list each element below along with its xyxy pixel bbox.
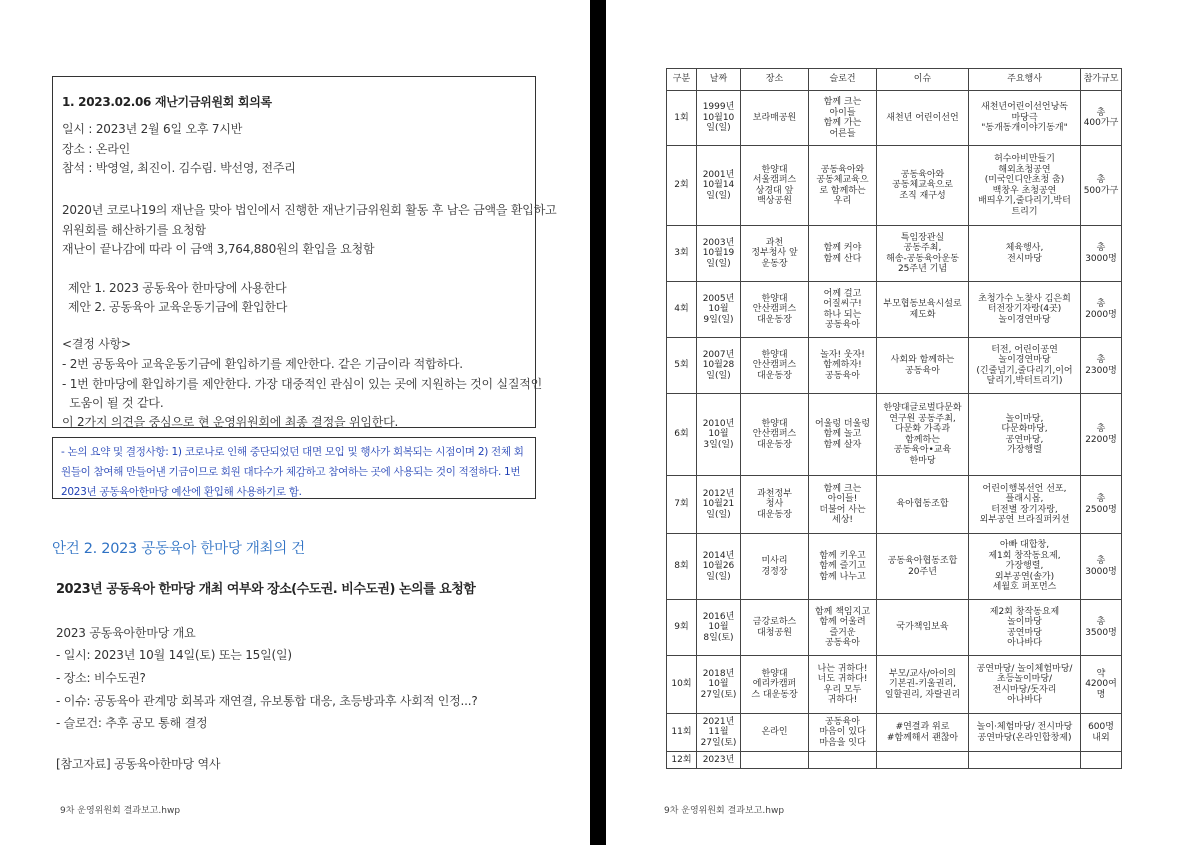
column-header: 구분	[667, 69, 697, 91]
issue-cell	[877, 752, 969, 769]
round-cell: 6회	[667, 394, 697, 476]
body-line: 재난이 끝나감에 따라 이 금액 3,764,880원의 환입을 요청함	[62, 242, 375, 256]
events-cell: 초청가수 노찾사 김은희 터전장기자랑(4곳) 놀이경연마당	[969, 282, 1081, 338]
issue-cell: 부모/교사/아이의 기본권-키울권리, 일할권리, 자랄권리	[877, 656, 969, 714]
round-cell: 4회	[667, 282, 697, 338]
venue-cell: 금강로하스 대청공원	[741, 600, 809, 656]
round-cell: 12회	[667, 752, 697, 769]
scale-cell: 총 3500명	[1081, 600, 1122, 656]
table-header-row	[667, 69, 1122, 91]
proposal-2: 제안 2. 공동육아 교육운동기금에 환입한다	[68, 300, 288, 314]
venue-cell: 한양대 에리카캠퍼 스 대운동장	[741, 656, 809, 714]
scale-cell: 총 400가구	[1081, 91, 1122, 146]
events-cell: 체육행사, 전시마당	[969, 226, 1081, 282]
table-row	[667, 600, 1122, 656]
date-cell: 2012년 10월21 일(일)	[697, 476, 741, 534]
summary-box: - 논의 요약 및 결정사항: 1) 코로나로 인해 중단되었던 대면 모입 및 행사가 회복되는 시점이며 2) 전체 회원들이 참여해 만들어낸 기금이므로 회원 대다수가 체감하고 참여하는 곳에 사용되는 것이 적절하다. 1번 2023년 공동육아한마당 예산에 환입해 사용하기로 함.	[52, 437, 536, 499]
table-row	[667, 91, 1122, 146]
table-row	[667, 146, 1122, 226]
venue-cell: 미사리 경정장	[741, 534, 809, 600]
date-cell: 2023년	[697, 752, 741, 769]
meeting-place: 장소 : 온라인	[62, 142, 131, 156]
slogan-cell: 어께 걸고 어질씨구! 하나 되는 공동육아	[809, 282, 877, 338]
table-row	[667, 226, 1122, 282]
decision-line: 이 2가지 의견을 중심으로 현 운영위원회에 최종 결정을 위임한다.	[62, 415, 399, 429]
scale-cell: 총 2500명	[1081, 476, 1122, 534]
events-cell: 터전, 어린이공연 놀이경연마당 (긴줄넘기,줄다리기,이어 달리기,박터트리기)	[969, 338, 1081, 394]
page-footer: 9차 운영위원회 결과보고.hwp	[60, 806, 181, 816]
scale-cell: 약 4200여명	[1081, 656, 1122, 714]
minutes-title: 1. 2023.02.06 재난기금위원회 회의록	[62, 95, 272, 109]
slogan-cell: 공동육아 마음이 있다 마음을 잇다	[809, 714, 877, 752]
issue-cell: 육아협동조합	[877, 476, 969, 534]
scale-cell: 총 3000명	[1081, 534, 1122, 600]
meeting-attendees: 참석 : 박영얼, 최진이. 김수림. 박선영, 전주리	[62, 161, 296, 175]
date-cell: 2003년 10월19 일(일)	[697, 226, 741, 282]
issue-cell: 공동육아와 공동체교육으로 조직 재구성	[877, 146, 969, 226]
events-cell: 허수아비만들기 해외초청공연 (미국인디안초청 춤) 백창우 초청공연 배띄우기,줄다리기,박터 트리기	[969, 146, 1081, 226]
page-footer: 9차 운영위원회 결과보고.hwp	[664, 806, 785, 816]
slogan-cell: 놀자! 웃자! 함께하자! 공동육아	[809, 338, 877, 394]
events-cell	[969, 752, 1081, 769]
body-line: 위원회를 해산하기를 요청함	[62, 223, 206, 237]
scale-cell: 총 3000명	[1081, 226, 1122, 282]
round-cell: 11회	[667, 714, 697, 752]
issue-cell: #연결과 위로 #함께해서 괜찮아	[877, 714, 969, 752]
venue-cell: 과천정부 청사 대운동장	[741, 476, 809, 534]
venue-cell: 한양대 안산캠퍼스 대운동장	[741, 394, 809, 476]
slogan-cell: 함께 크는 아이들! 더불어 사는 세상!	[809, 476, 877, 534]
agenda-title: 안건 2. 2023 공동육아 한마당 개최의 건	[52, 541, 305, 557]
overview-item: - 일시: 2023년 10월 14일(토) 또는 15일(일)	[56, 648, 292, 662]
slogan-cell: 나는 귀하다! 너도 귀하다! 우리 모두 귀하다!	[809, 656, 877, 714]
date-cell: 2018년 10월 27일(토)	[697, 656, 741, 714]
slogan-cell	[809, 752, 877, 769]
table-row	[667, 282, 1122, 338]
date-cell: 1999년 10월10 일(일)	[697, 91, 741, 146]
venue-cell: 한양대 안산캠퍼스 대운동장	[741, 282, 809, 338]
body-line: 2020년 코로나19의 재난을 맞아 법인에서 진행한 재난기금위원회 활동 후 남은 금액을 환입하고	[62, 203, 557, 217]
column-header: 주요행사	[969, 69, 1081, 91]
decision-line: - 1번 한마당에 환입하기를 제안한다. 가장 대중적인 관심이 있는 곳에 지원하는 것이 실질적인	[62, 377, 543, 391]
scale-cell: 600명 내외	[1081, 714, 1122, 752]
scale-cell: 총 2200명	[1081, 394, 1122, 476]
reference-label: [참고자료] 공동육아한마당 역사	[56, 757, 221, 771]
table-row	[667, 338, 1122, 394]
issue-cell: 한양대글로벌다문화 연구원 공동주최, 다문화 가족과 함께하는 공동육아•교육 한마당	[877, 394, 969, 476]
decision-line: 도움이 될 것 같다.	[62, 396, 164, 410]
slogan-cell: 공동육아와 공동체교육으 로 함께하는 우리	[809, 146, 877, 226]
round-cell: 1회	[667, 91, 697, 146]
date-cell: 2007년 10월28 일(일)	[697, 338, 741, 394]
table-row	[667, 476, 1122, 534]
overview-item: - 이슈: 공동육아 관계망 회복과 재연결, 유보통합 대응, 초등방과후 사회적 인정...?	[56, 694, 478, 708]
overview-title: 2023 공동육아한마당 개요	[56, 626, 196, 640]
round-cell: 9회	[667, 600, 697, 656]
scale-cell	[1081, 752, 1122, 769]
agenda-request: 2023년 공동육아 한마당 개최 여부와 장소(수도권. 비수도권) 논의를 요청함	[56, 582, 476, 597]
proposal-1: 제안 1. 2023 공동육아 한마당에 사용한다	[68, 281, 287, 295]
issue-cell: 공동육아협동조합 20주년	[877, 534, 969, 600]
events-cell: 아빠 대합창, 제1회 창작동요제, 가장행렬, 외부공연(솔가) 세월호 퍼포먼스	[969, 534, 1081, 600]
events-cell: 공연마당/ 놀이체험마당/ 초등놀이마당/ 전시마당/돗자리 아나바다	[969, 656, 1081, 714]
scale-cell: 총 2300명	[1081, 338, 1122, 394]
slogan-cell: 함께 크는 아이들 함께 가는 어른들	[809, 91, 877, 146]
table-row	[667, 394, 1122, 476]
round-cell: 5회	[667, 338, 697, 394]
events-cell: 놀이마당, 다문화마당, 공연마당, 가장행렬	[969, 394, 1081, 476]
round-cell: 2회	[667, 146, 697, 226]
issue-cell: 부모협동보육시설로 제도화	[877, 282, 969, 338]
left-page	[0, 0, 590, 845]
events-cell: 어린이행복선언 선포, 플래시몹, 터전별 장기자랑, 외부공연 브라질퍼커션	[969, 476, 1081, 534]
column-header: 슬로건	[809, 69, 877, 91]
round-cell: 3회	[667, 226, 697, 282]
column-header: 날짜	[697, 69, 741, 91]
table-row	[667, 752, 1122, 769]
table-row	[667, 656, 1122, 714]
venue-cell: 과천 정부청사 앞 운동장	[741, 226, 809, 282]
round-cell: 8회	[667, 534, 697, 600]
issue-cell: 사회와 함께하는 공동육아	[877, 338, 969, 394]
column-header: 참가규모	[1081, 69, 1122, 91]
table-row	[667, 714, 1122, 752]
events-cell: 새천년어린이선언낭독 마당극 "동개동개이야기동개"	[969, 91, 1081, 146]
scale-cell: 총 500가구	[1081, 146, 1122, 226]
venue-cell: 온라인	[741, 714, 809, 752]
venue-cell	[741, 752, 809, 769]
issue-cell: 새천년 어린이선언	[877, 91, 969, 146]
column-header: 장소	[741, 69, 809, 91]
date-cell: 2010년 10월 3일(일)	[697, 394, 741, 476]
overview-item: - 슬로건: 추후 공모 통해 결정	[56, 716, 208, 730]
decision-header: <결정 사항>	[62, 337, 131, 351]
venue-cell: 한양대 서울캠퍼스 상경대 앞 백상공원	[741, 146, 809, 226]
column-header: 이슈	[877, 69, 969, 91]
venue-cell: 보라매공원	[741, 91, 809, 146]
decision-line: - 2번 공동육아 교육운동기금에 환입하기를 제안한다. 같은 기금이라 적합하다.	[62, 357, 463, 371]
date-cell: 2005년 10월 9일(일)	[697, 282, 741, 338]
date-cell: 2014년 10월26 일(일)	[697, 534, 741, 600]
date-cell: 2021년 11월 27일(토)	[697, 714, 741, 752]
date-cell: 2001년 10월14 일(일)	[697, 146, 741, 226]
slogan-cell: 함께 커야 함께 산다	[809, 226, 877, 282]
slogan-cell: 함께 책임지고 함께 어울려 즐거운 공동육아	[809, 600, 877, 656]
slogan-cell: 어울렁 더울렁 함께 놀고 함께 살자	[809, 394, 877, 476]
issue-cell: 국가책임보육	[877, 600, 969, 656]
round-cell: 10회	[667, 656, 697, 714]
date-cell: 2016년 10월 8일(토)	[697, 600, 741, 656]
venue-cell: 한양대 안산캠퍼스 대운동장	[741, 338, 809, 394]
events-cell: 제2회 창작동요제 놀이마당 공연마당 아나바다	[969, 600, 1081, 656]
hanmadang-history-table	[666, 68, 1122, 769]
meeting-date: 일시 : 2023년 2월 6일 오후 7시반	[62, 122, 243, 136]
scale-cell: 총 2000명	[1081, 282, 1122, 338]
overview-item: - 장소: 비수도권?	[56, 671, 146, 685]
slogan-cell: 함께 키우고 함께 즐기고 함께 나누고	[809, 534, 877, 600]
table-row	[667, 534, 1122, 600]
round-cell: 7회	[667, 476, 697, 534]
right-page	[606, 0, 1200, 845]
issue-cell: 특임장관실 공동주최, 해송-공동육아운동 25주년 기념	[877, 226, 969, 282]
events-cell: 놀이·체험마당/ 전시마당 공연마당(온라인합창제)	[969, 714, 1081, 752]
